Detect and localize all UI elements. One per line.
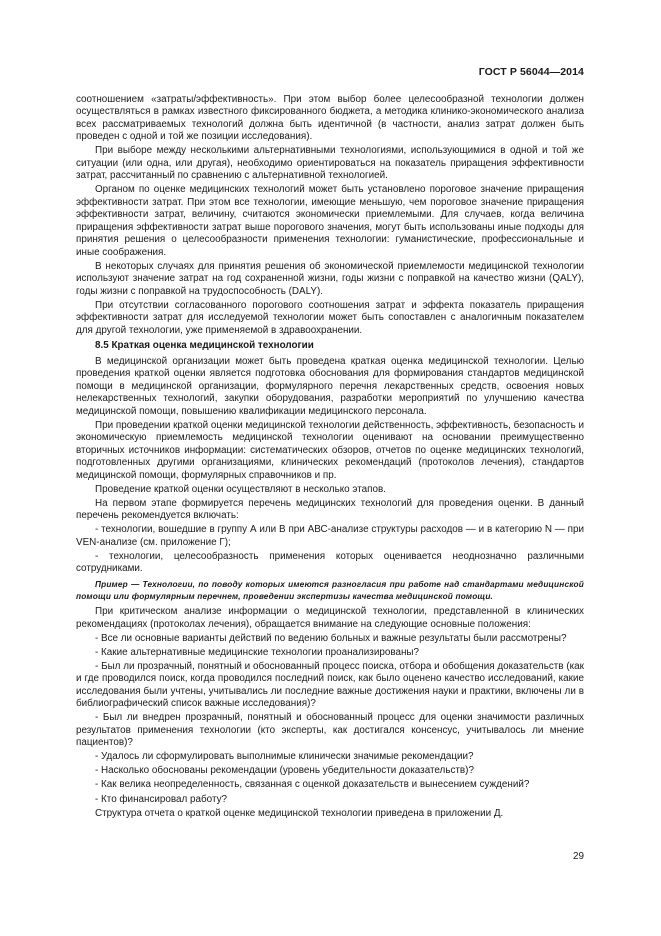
paragraph: При проведении краткой оценки медицинской технологии действенность, эффективность, безопасность и экономическую приемлемость медицинской технологии оценивают на основании преимущественно вторичных источников информации: систематических обзоров, отчетов по оценке медицинских технологий, подготовленных другими организациями, клинических рекомендаций (протоколов лечения), стандартов медицинской помощи, формулярных справочников и пр. xyxy=(76,419,584,481)
list-item: - технологии, целесообразность применения которых оценивается неоднозначно различными сотрудниками. xyxy=(76,550,584,575)
list-item: - Был ли внедрен прозрачный, понятный и обоснованный процесс для оценки значимости различных результатов применения технологии (кто эксперты, как достигался консенсус, учитывалось ли мнение пациентов)? xyxy=(76,712,584,749)
paragraph: Проведение краткой оценки осуществляют в несколько этапов. xyxy=(95,483,386,495)
paragraph: В некоторых случаях для принятия решения об экономической приемлемости медицинской технологии используют значение затрат на год сохраненной жизни, годы жизни с поправкой на качество жизни (QALY), годы жизни с поправкой на трудоспособность (DALY). xyxy=(76,260,584,297)
example-note: Пример — Технологии, по поводу которых имеются разногласия при работе над стандартами медицинской помощи или формулярным перечнем, проведении экспертизы качества медицинской помощи. xyxy=(76,579,584,601)
paragraph: При отсутствии согласованного порогового соотношения затрат и эффекта показатель приращения эффективности затрат для исследуемой технологии может быть сопоставлен с аналогичным показателем для другой технологии, уже применяемой в здравоохранении. xyxy=(76,299,584,336)
paragraph: соотношением «затраты/эффективность». При этом выбор более целесообразной технологии должен осуществляться в рамках известного фиксированного бюджета, а методика клинико-экономического анализа всех рассматриваемых технологий должна быть идентичной (в частности, анализ затрат должен быть проведен с одной и той же позиции исследования). xyxy=(76,94,584,143)
list-item: - Насколько обоснованы рекомендации (уровень убедительности доказательств)? xyxy=(95,765,474,777)
page-number: 29 xyxy=(573,851,584,862)
paragraph: В медицинской организации может быть проведена краткая оценка медицинской технологии. Целью проведения краткой оценки является подготовка обоснования для формирования стандартов медицинской помощи в медицинской организации, формулярного перечня лекарственных средств, освоения новых нелекарственных технологий, закупки оборудования, разработки мероприятий по улучшению качества медицинской помощи, повышению квалификации медицинского персонала. xyxy=(76,355,584,417)
list-item: - Как велика неопределенность, связанная с оценкой доказательств и вынесением суждений? xyxy=(95,779,530,791)
section-heading: 8.5 Краткая оценка медицинской технологии xyxy=(95,339,314,351)
list-item: - Все ли основные варианты действий по ведению больных и важные результаты были рассмотрены? xyxy=(95,632,567,644)
list-item: - технологии, вошедшие в группу А или В при АВС-анализе структуры расходов — и в категорию N — при VEN-анализе (см. приложение Г); xyxy=(76,524,584,548)
paragraph: При критическом анализе информации о медицинской технологии, представленной в клинических рекомендациях (протоколах лечения), обращается внимание на следующие основные положения: xyxy=(76,606,584,630)
paragraph: На первом этапе формируется перечень медицинских технологий для проведения оценки. В данный перечень рекомендуется включать: xyxy=(76,497,584,522)
paragraph: Структура отчета о краткой оценке медицинской технологии приведена в приложении Д. xyxy=(95,807,504,819)
paragraph: При выборе между несколькими альтернативными технологиями, использующимися в одной и той же ситуации (или одна, или другая), необходимо ориентироваться на показатель приращения эффективности затрат, рассчитанный по сравнению с альтернативной технологией. xyxy=(76,145,584,182)
document-header-id: ГОСТ Р 56044—2014 xyxy=(478,66,584,78)
document-body xyxy=(76,94,584,822)
list-item: - Был ли прозрачный, понятный и обоснованный процесс поиска, отбора и обобщения доказательств (как и где проводился поиск, когда проводился последний поиск, как было оценено качество исследований, какие исследования были учтены, учитывались ли последние важные достижения науки и практики, включены ли в библиографический список важные исследования)? xyxy=(76,661,584,710)
paragraph: Органом по оценке медицинских технологий может быть установлено пороговое значение приращения эффективности затрат. При этом все технологии, имеющие меньшую, чем пороговое значение приращения эффективности затрат, величину, считаются экономически приемлемыми. Для случаев, когда величина приращения эффективности затрат выше порогового значения, могут быть использованы иные подходы для принятия решения о целесообразности применения технологии: гуманистические, профессиональные и иные соображения. xyxy=(76,184,584,258)
list-item: - Кто финансировал работу? xyxy=(95,793,228,805)
list-item: - Какие альтернативные медицинские технологии проанализированы? xyxy=(95,646,419,658)
list-item: - Удалось ли сформулировать выполнимые клинически значимые рекомендации? xyxy=(95,751,474,763)
